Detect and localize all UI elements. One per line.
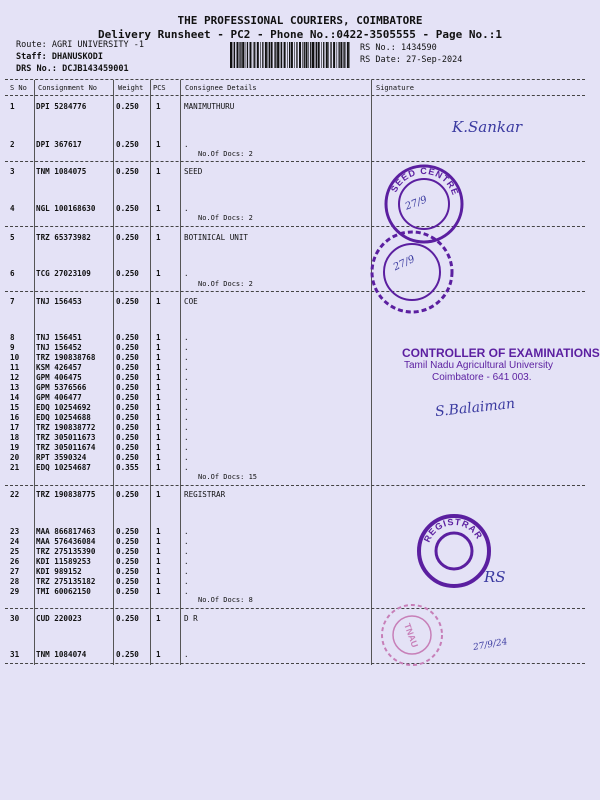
row-details: . — [184, 204, 189, 213]
row-details: . — [184, 547, 189, 556]
row-pcs: 1 — [156, 527, 161, 536]
row-sno: 14 — [10, 393, 20, 402]
row-pcs: 1 — [156, 403, 161, 412]
row-weight: 0.250 — [116, 333, 139, 342]
drs-value: DCJB143459001 — [62, 64, 129, 74]
row-pcs: 1 — [156, 167, 161, 176]
rs-no-value: 1434590 — [400, 43, 437, 53]
row-weight: 0.250 — [116, 527, 139, 536]
drs-line — [16, 64, 129, 74]
col-sno: S No — [10, 84, 27, 92]
row-consignment: TMI 60062150 — [36, 587, 91, 596]
row-details: . — [184, 333, 189, 342]
row-weight: 0.250 — [116, 547, 139, 556]
row-consignment: GPM 406475 — [36, 373, 82, 382]
coe-stamp-line2: Tamil Nadu Agricultural University — [404, 360, 553, 371]
row-weight: 0.250 — [116, 577, 139, 586]
row-consignment: TRZ 275135182 — [36, 577, 96, 586]
row-pcs: 1 — [156, 423, 161, 432]
row-details: . — [184, 650, 189, 659]
row-weight: 0.250 — [116, 233, 139, 242]
row-sno: 5 — [10, 233, 15, 242]
row-sno: 23 — [10, 527, 20, 536]
coe-stamp-line3: Coimbatore - 641 003. — [432, 372, 532, 383]
row-sno: 25 — [10, 547, 20, 556]
row-sno: 21 — [10, 463, 20, 472]
doc-count: No.Of Docs: 2 — [198, 150, 253, 158]
rs-date-line — [360, 55, 462, 65]
row-sno: 11 — [10, 363, 20, 372]
row-sno: 29 — [10, 587, 20, 596]
row-weight: 0.250 — [116, 393, 139, 402]
company-title: THE PROFESSIONAL COURIERS, COIMBATORE — [177, 14, 423, 27]
row-sno: 15 — [10, 403, 20, 412]
row-pcs: 1 — [156, 353, 161, 362]
col-pcs: PCS — [153, 84, 166, 92]
round-stamp — [369, 229, 455, 315]
row-consignment: GPM 5376566 — [36, 383, 87, 392]
row-pcs: 1 — [156, 204, 161, 213]
row-consignment: DPI 5284776 — [36, 102, 87, 111]
doc-count: No.Of Docs: 2 — [198, 214, 253, 222]
row-details: . — [184, 527, 189, 536]
row-pcs: 1 — [156, 102, 161, 111]
row-consignment: TNM 1084074 — [36, 650, 87, 659]
signature-sbalaiman: S.Balaiman — [434, 395, 516, 421]
runsheet-subtitle: Delivery Runsheet - PC2 - Phone No.:0422-3505555 - Page No.:1 — [98, 28, 502, 41]
row-sno: 12 — [10, 373, 20, 382]
row-sno: 30 — [10, 614, 20, 623]
row-details: MANIMUTHURU — [184, 102, 235, 111]
row-sno: 13 — [10, 383, 20, 392]
route-value: AGRI UNIVERSITY -1 — [51, 40, 144, 50]
row-weight: 0.250 — [116, 443, 139, 452]
row-details: . — [184, 423, 189, 432]
row-consignment: TRZ 190838772 — [36, 423, 96, 432]
row-details: . — [184, 567, 189, 576]
group-separator — [5, 161, 585, 162]
row-consignment: KDI 11589253 — [36, 557, 91, 566]
staff-line — [16, 52, 103, 62]
col-details: Consignee Details — [185, 84, 257, 92]
row-sno: 6 — [10, 269, 15, 278]
row-sno: 9 — [10, 343, 15, 352]
row-sno: 10 — [10, 353, 20, 362]
row-details: . — [184, 403, 189, 412]
row-details: REGISTRAR — [184, 490, 226, 499]
rs-no-line — [360, 43, 437, 53]
dr-date: 27/9/24 — [472, 637, 509, 653]
rs-date-value: 27-Sep-2024 — [406, 55, 463, 65]
row-details: . — [184, 587, 189, 596]
row-sno: 8 — [10, 333, 15, 342]
coe-stamp-line1: CONTROLLER OF EXAMINATIONS — [402, 346, 600, 360]
row-consignment: TRZ 190838768 — [36, 353, 96, 362]
row-weight: 0.250 — [116, 423, 139, 432]
row-details: . — [184, 383, 189, 392]
signature-ksankar: K.Sankar — [452, 118, 523, 136]
row-pcs: 1 — [156, 463, 161, 472]
col-consignment: Consignment No — [38, 84, 98, 92]
row-consignment: NGL 100168630 — [36, 204, 96, 213]
tnau-stamp — [380, 603, 444, 667]
row-weight: 0.250 — [116, 373, 139, 382]
row-pcs: 1 — [156, 363, 161, 372]
group-separator — [5, 663, 585, 664]
row-weight: 0.250 — [116, 453, 139, 462]
row-sno: 4 — [10, 204, 15, 213]
row-details: . — [184, 433, 189, 442]
row-pcs: 1 — [156, 413, 161, 422]
row-sno: 3 — [10, 167, 15, 176]
row-details: . — [184, 557, 189, 566]
row-sno: 2 — [10, 140, 15, 149]
row-consignment: DPI 367617 — [36, 140, 82, 149]
header-bottom-rule — [5, 95, 585, 96]
seed-centre-text: SEED CENTRE — [388, 165, 461, 198]
row-details: . — [184, 373, 189, 382]
row-weight: 0.250 — [116, 413, 139, 422]
row-pcs: 1 — [156, 269, 161, 278]
row-details: . — [184, 343, 189, 352]
row-pcs: 1 — [156, 373, 161, 382]
row-details: . — [184, 363, 189, 372]
row-weight: 0.250 — [116, 650, 139, 659]
row-sno: 31 — [10, 650, 20, 659]
col-divider — [150, 80, 151, 665]
row-pcs: 1 — [156, 343, 161, 352]
row-consignment: GPM 406477 — [36, 393, 82, 402]
row-details: . — [184, 463, 189, 472]
row-pcs: 1 — [156, 614, 161, 623]
row-weight: 0.250 — [116, 353, 139, 362]
row-details: . — [184, 140, 189, 149]
row-weight: 0.250 — [116, 403, 139, 412]
registrar-stamp-text: REGISTRAR — [421, 516, 485, 544]
row-pcs: 1 — [156, 557, 161, 566]
row-details: . — [184, 453, 189, 462]
row-consignment: TNJ 156451 — [36, 333, 82, 342]
svg-text:SEED CENTRE — [389, 166, 461, 197]
col-signature: Signature — [376, 84, 414, 92]
row-weight: 0.250 — [116, 567, 139, 576]
row-pcs: 1 — [156, 393, 161, 402]
doc-count: No.Of Docs: 15 — [198, 473, 258, 481]
row-details: . — [184, 393, 189, 402]
row-details: . — [184, 413, 189, 422]
seed-date: 27/9 — [403, 194, 429, 213]
row-consignment: EDQ 10254688 — [36, 413, 91, 422]
row-weight: 0.250 — [116, 587, 139, 596]
row-consignment: MAA 576436084 — [36, 537, 96, 546]
row-details: . — [184, 353, 189, 362]
registrar-stamp — [416, 513, 492, 589]
col-divider — [113, 80, 114, 665]
group-separator — [5, 226, 585, 227]
row-details: COE — [184, 297, 198, 306]
row-weight: 0.250 — [116, 433, 139, 442]
row-pcs: 1 — [156, 233, 161, 242]
row-consignment: TRZ 65373982 — [36, 233, 91, 242]
row-pcs: 1 — [156, 383, 161, 392]
route-label: Route: — [16, 40, 47, 50]
row-sno: 28 — [10, 577, 20, 586]
row-weight: 0.250 — [116, 297, 139, 306]
header-top-rule — [5, 79, 585, 80]
row-sno: 7 — [10, 297, 15, 306]
row-consignment: EDQ 10254692 — [36, 403, 91, 412]
row-pcs: 1 — [156, 433, 161, 442]
row-consignment: TRZ 305011673 — [36, 433, 96, 442]
barcode-image — [230, 42, 350, 68]
row-consignment: CUD 220023 — [36, 614, 82, 623]
row-details: D R — [184, 614, 198, 623]
row-weight: 0.250 — [116, 383, 139, 392]
row-pcs: 1 — [156, 490, 161, 499]
signature-rs: RS — [484, 568, 506, 586]
row-sno: 1 — [10, 102, 15, 111]
row-details: SEED — [184, 167, 203, 176]
row-pcs: 1 — [156, 453, 161, 462]
row-pcs: 1 — [156, 297, 161, 306]
row-weight: 0.250 — [116, 204, 139, 213]
row-consignment: EDQ 10254687 — [36, 463, 91, 472]
row-sno: 19 — [10, 443, 20, 452]
row-consignment: KDI 989152 — [36, 567, 82, 576]
col-divider — [180, 80, 181, 665]
row-consignment: TCG 27023109 — [36, 269, 91, 278]
row-details: . — [184, 269, 189, 278]
doc-count: No.Of Docs: 2 — [198, 280, 253, 288]
row-consignment: RPT 3590324 — [36, 453, 87, 462]
row-consignment: TNJ 156453 — [36, 297, 82, 306]
row-sno: 17 — [10, 423, 20, 432]
row-sno: 20 — [10, 453, 20, 462]
row-weight: 0.250 — [116, 537, 139, 546]
row-details: . — [184, 443, 189, 452]
route-line — [16, 40, 144, 50]
row-sno: 16 — [10, 413, 20, 422]
row-pcs: 1 — [156, 333, 161, 342]
group-separator — [5, 608, 585, 609]
staff-label: Staff: — [16, 52, 47, 62]
row-consignment: TNJ 156452 — [36, 343, 82, 352]
drs-label: DRS No.: — [16, 64, 57, 74]
row-weight: 0.355 — [116, 463, 139, 472]
row-pcs: 1 — [156, 650, 161, 659]
row-consignment: TRZ 190838775 — [36, 490, 96, 499]
row-sno: 24 — [10, 537, 20, 546]
doc-count: No.Of Docs: 8 — [198, 596, 253, 604]
col-weight: Weight — [118, 84, 144, 92]
row-sno: 26 — [10, 557, 20, 566]
row-sno: 27 — [10, 567, 20, 576]
row-pcs: 1 — [156, 443, 161, 452]
row-pcs: 1 — [156, 537, 161, 546]
row-consignment: MAA 866817463 — [36, 527, 96, 536]
row-pcs: 1 — [156, 567, 161, 576]
rs-date-label: RS Date: — [360, 55, 401, 65]
row-pcs: 1 — [156, 577, 161, 586]
row-sno: 22 — [10, 490, 20, 499]
row-weight: 0.250 — [116, 102, 139, 111]
row-consignment: KSM 426457 — [36, 363, 82, 372]
row-pcs: 1 — [156, 587, 161, 596]
row-weight: 0.250 — [116, 269, 139, 278]
row-details: BOTINICAL UNIT — [184, 233, 249, 242]
col-divider — [371, 80, 372, 665]
row-consignment: TNM 1084075 — [36, 167, 87, 176]
row-consignment: TRZ 305011674 — [36, 443, 96, 452]
row-details: . — [184, 577, 189, 586]
row-details: . — [184, 537, 189, 546]
row-weight: 0.250 — [116, 557, 139, 566]
group-separator — [5, 485, 585, 486]
row-weight: 0.250 — [116, 167, 139, 176]
round-stamp-date: 27/9 — [391, 253, 417, 274]
row-pcs: 1 — [156, 547, 161, 556]
row-pcs: 1 — [156, 140, 161, 149]
staff-value: DHANUSKODI — [51, 52, 104, 62]
rs-no-label: RS No.: — [360, 43, 396, 53]
col-divider — [34, 80, 35, 665]
row-weight: 0.250 — [116, 490, 139, 499]
tnau-stamp-text: TNAU — [402, 621, 421, 649]
row-weight: 0.250 — [116, 140, 139, 149]
row-weight: 0.250 — [116, 343, 139, 352]
row-consignment: TRZ 275135390 — [36, 547, 96, 556]
row-weight: 0.250 — [116, 614, 139, 623]
row-sno: 18 — [10, 433, 20, 442]
row-weight: 0.250 — [116, 363, 139, 372]
group-separator — [5, 291, 585, 292]
